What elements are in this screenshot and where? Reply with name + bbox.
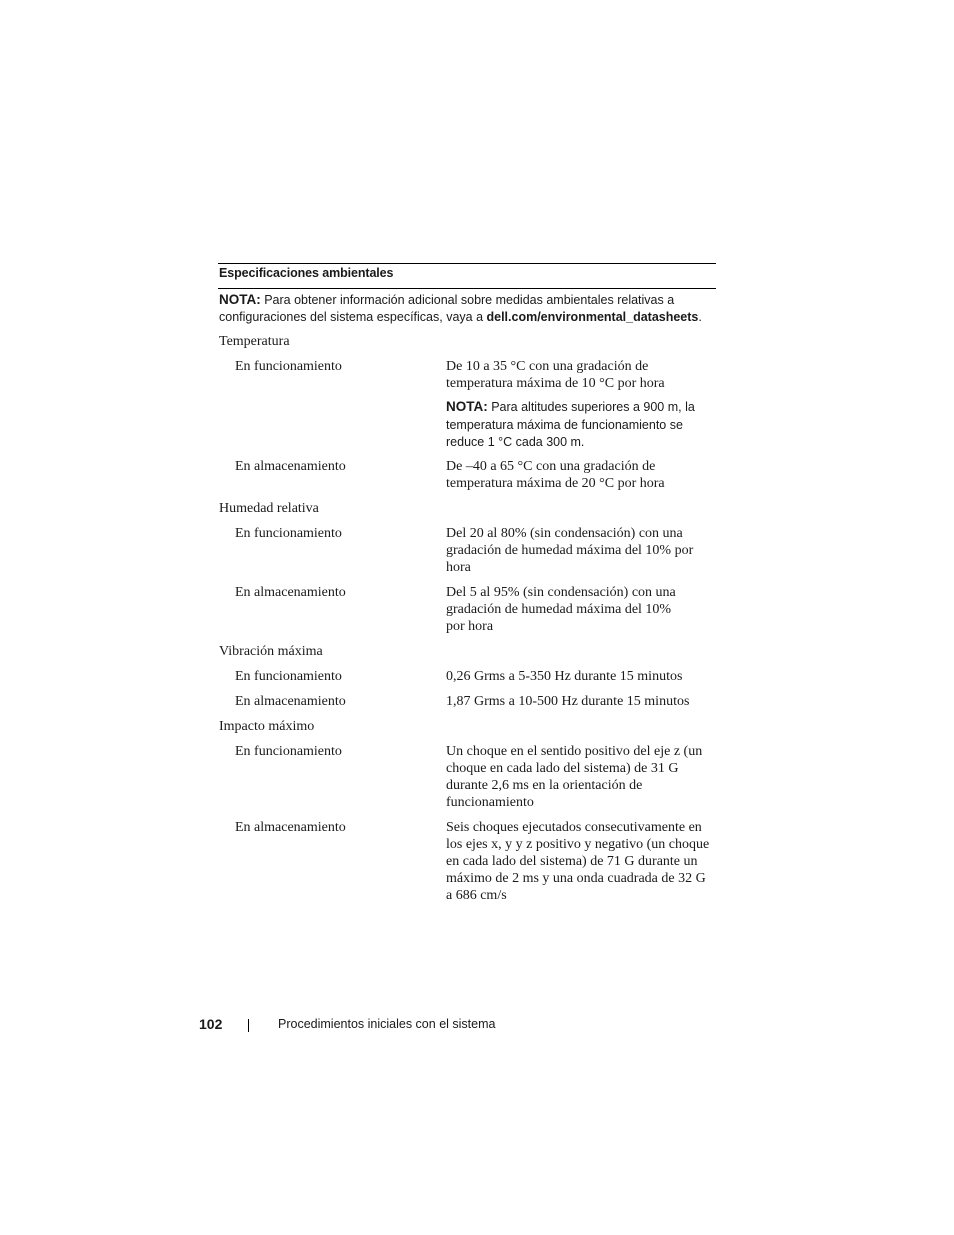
footer-separator [248, 1019, 249, 1032]
temperature-storage-label: En almacenamiento [235, 459, 346, 474]
vibration-operating-value: 0,26 Grms a 5-350 Hz durante 15 minutos [446, 669, 683, 684]
note-link[interactable]: dell.com/environmental_datasheets [486, 310, 699, 324]
table-top-rule [218, 263, 716, 264]
temperature-note-text: Para altitudes superiores a 900 m, la temperatura máxima de funcionamiento se reduce 1 °C cada 300 m. [446, 400, 695, 449]
temperature-note-label: NOTA: [446, 399, 488, 414]
humidity-operating-label: En funcionamiento [235, 526, 342, 541]
shock-storage-value: Seis choques ejecutados consecutivamente en los ejes x, y y z positivo y negativo (un choque en cada lado del sistema) de 71 G durante un máximo de 2 ms y una onda cuadrada de 32 G a 686 cm/s [446, 820, 710, 903]
shock-operating-label: En funcionamiento [235, 744, 342, 759]
humidity-storage-label: En almacenamiento [235, 585, 346, 600]
humidity-operating-value: Del 20 al 80% (sin condensación) con una gradación de humedad máxima del 10% por hora [446, 526, 694, 575]
vibration-storage-label: En almacenamiento [235, 694, 346, 709]
footer-chapter-title: Procedimientos iniciales con el sistema [278, 1017, 496, 1031]
page-number: 102 [199, 1016, 223, 1032]
table-header-rule [218, 288, 716, 289]
note-block [219, 291, 714, 326]
humidity-storage-value: Del 5 al 95% (sin condensación) con una gradación de humedad máxima del 10% por hora [446, 585, 676, 634]
note-end: . [698, 310, 702, 324]
temperature-operating-value: De 10 a 35 °C con una gradación de temperatura máxima de 10 °C por hora [446, 359, 665, 391]
humidity-label: Humedad relativa [219, 501, 319, 516]
note-label: NOTA: [219, 292, 261, 307]
vibration-label: Vibración máxima [219, 644, 323, 659]
temperature-label: Temperatura [219, 334, 290, 349]
vibration-storage-value: 1,87 Grms a 10-500 Hz durante 15 minutos [446, 694, 690, 709]
temperature-storage-value: De –40 a 65 °C con una gradación de temperatura máxima de 20 °C por hora [446, 459, 665, 491]
note-text: Para obtener información adicional sobre medidas ambientales relativas a configuraciones del sistema específicas, vaya a [219, 293, 675, 324]
shock-label: Impacto máximo [219, 719, 315, 734]
shock-storage-label: En almacenamiento [235, 820, 346, 835]
shock-operating-value: Un choque en el sentido positivo del eje z (un choque en cada lado del sistema) de 31 G durante 2,6 ms en la orientación de funcionamiento [446, 744, 703, 810]
table-heading: Especificaciones ambientales [219, 266, 394, 280]
temperature-operating-label: En funcionamiento [235, 359, 342, 374]
vibration-operating-label: En funcionamiento [235, 669, 342, 684]
temperature-operating-note [446, 398, 716, 452]
